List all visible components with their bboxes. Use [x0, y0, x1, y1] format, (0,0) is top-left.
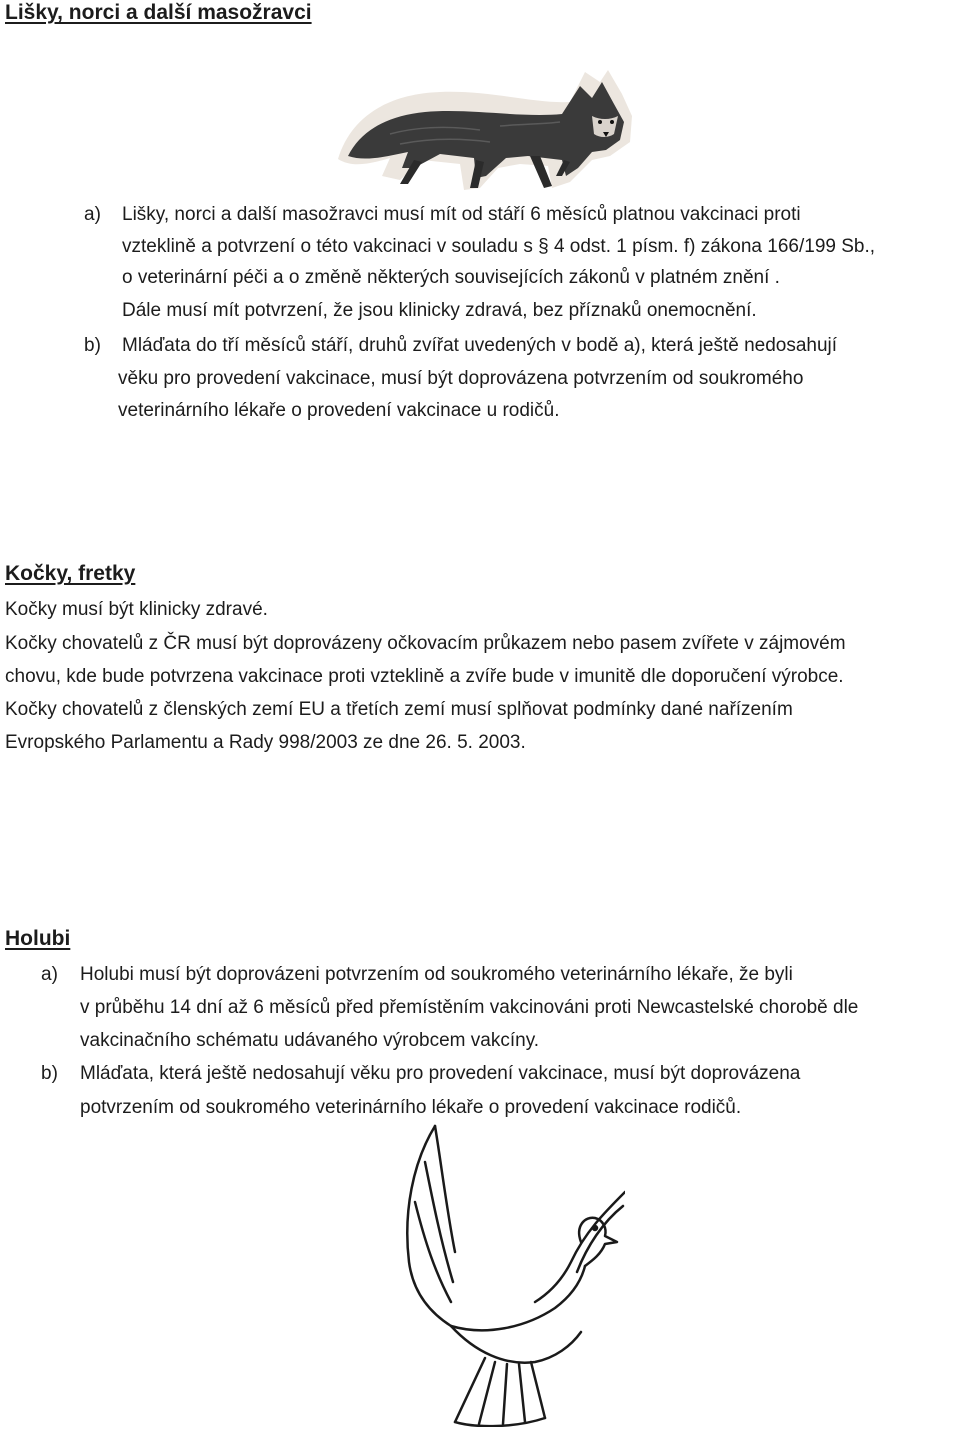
paragraph-line: věku pro provedení vakcinace, musí být doprovázena potvrzením od soukromého: [118, 368, 804, 389]
heading-pigeons: Holubi: [5, 927, 71, 950]
paragraph-line: Kočky musí být klinicky zdravé.: [5, 599, 268, 620]
paragraph-line: Lišky, norci a další masožravci musí mít od stáří 6 měsíců platnou vakcinaci proti: [122, 204, 801, 225]
paragraph-line: veterinárního lékaře o provedení vakcinace u rodičů.: [118, 400, 560, 421]
paragraph-line: Mláďata do tří měsíců stáří, druhů zvířat uvedených v bodě a), která ještě nedosahují: [122, 335, 838, 356]
paragraph-line: Kočky chovatelů z členských zemí EU a třetích zemí musí splňovat podmínky dané nařízením: [5, 699, 793, 720]
heading-foxes: Lišky, norci a další masožravci: [5, 1, 312, 24]
paragraph-line: vakcinačního schématu udávaného výrobcem vakcíny.: [80, 1030, 540, 1051]
paragraph-line: potvrzením od soukromého veterinárního lékaře o provedení vakcinace rodičů.: [80, 1097, 742, 1118]
fox-illustration: [330, 64, 640, 192]
paragraph-line: Holubi musí být doprovázeni potvrzením od soukromého veterinárního lékaře, že byli: [80, 964, 793, 985]
list-marker-b: b): [41, 1063, 58, 1084]
dove-illustration: [395, 1122, 625, 1427]
paragraph-line: Evropského Parlamentu a Rady 998/2003 ze dne 26. 5. 2003.: [5, 732, 526, 753]
paragraph-line: v průběhu 14 dní až 6 měsíců před přemístěním vakcinováni proti Newcastelské chorobě dle: [80, 997, 859, 1018]
paragraph-line: chovu, kde bude potvrzena vakcinace proti vzteklině a zvíře bude v imunitě dle doporučení výrobce.: [5, 666, 844, 687]
paragraph-line: o veterinární péči a o změně některých souvisejících zákonů v platném znění .: [122, 267, 780, 288]
paragraph-line: Kočky chovatelů z ČR musí být doprovázeny očkovacím průkazem nebo pasem zvířete v zájmovém: [5, 633, 846, 654]
heading-cats: Kočky, fretky: [5, 562, 136, 585]
list-marker-a: a): [41, 964, 58, 985]
paragraph-line: Mláďata, která ještě nedosahují věku pro provedení vakcinace, musí být doprovázena: [80, 1063, 801, 1084]
paragraph-line: Dále musí mít potvrzení, že jsou klinicky zdravá, bez příznaků onemocnění.: [122, 300, 757, 321]
paragraph-line: vzteklině a potvrzení o této vakcinaci v souladu s § 4 odst. 1 písm. f) zákona 166/199 Sb.,: [122, 236, 876, 257]
list-marker-a: a): [84, 204, 101, 225]
list-marker-b: b): [84, 335, 101, 356]
